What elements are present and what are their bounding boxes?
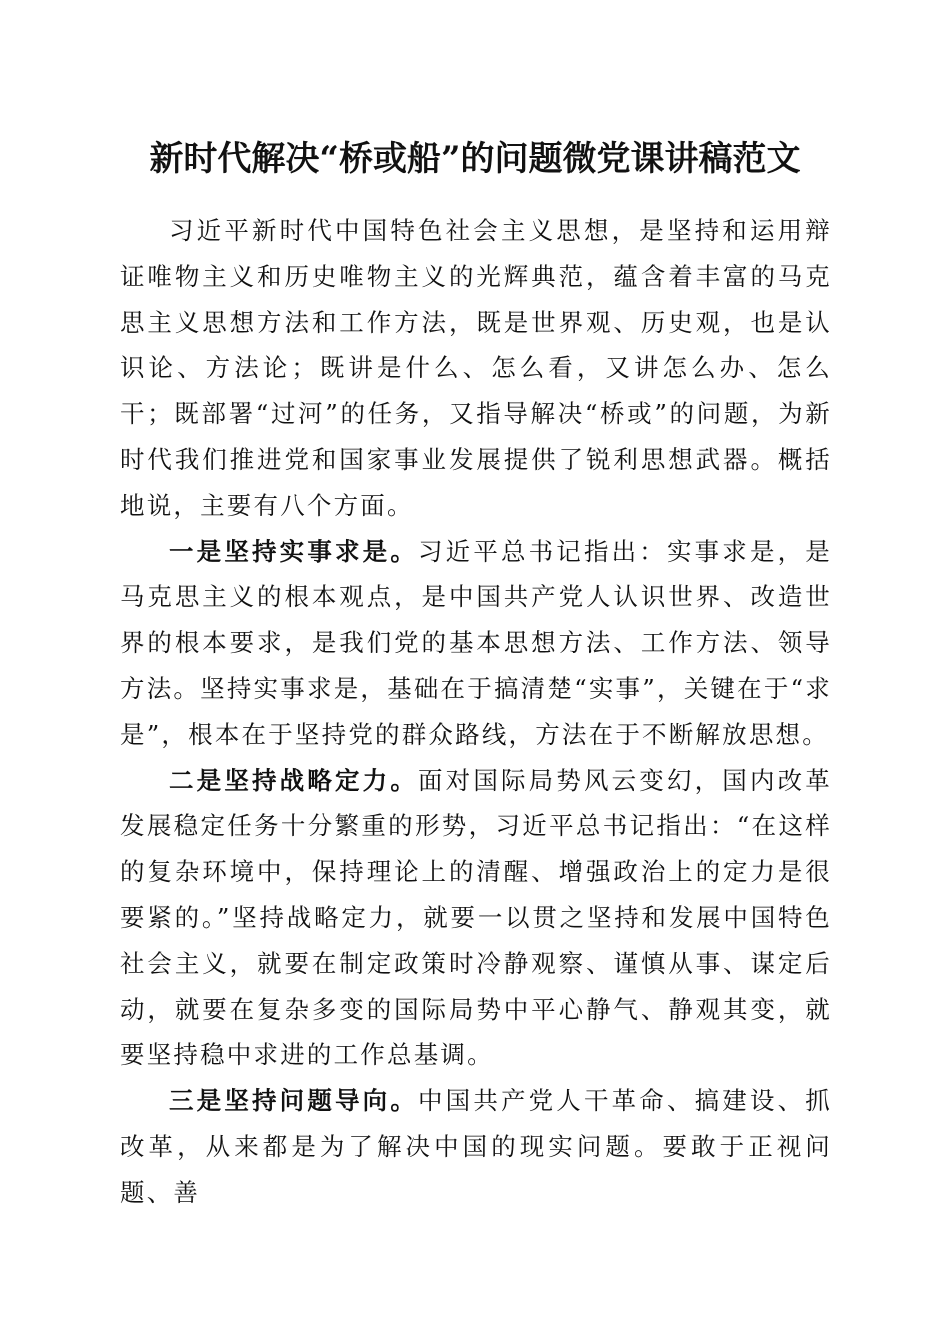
section-lead: 一是坚持实事求是。 <box>169 536 418 566</box>
section-lead: 三是坚持问题导向。 <box>169 1086 418 1116</box>
section-lead: 二是坚持战略定力。 <box>169 765 418 795</box>
intro-paragraph: 习近平新时代中国特色社会主义思想，是坚持和运用辩证唯物主义和历史唯物主义的光辉典范，蕴含着丰富的马克思主义思想方法和工作方法，既是世界观、历史观，也是认识论、方法论；既讲是什么、怎么看，又讲怎么办、怎么干；既部署“过河”的任务，又指导解决“桥或”的问题，为新时代我们推进党和国家事业发展提供了锐利思想武器。概括地说，主要有八个方面。 <box>120 216 832 520</box>
document-body <box>120 208 832 1216</box>
section-text: 习近平总书记指出：实事求是，是马克思主义的根本观点，是中国共产党人认识世界、改造世界的根本要求，是我们党的基本思想方法、工作方法、领导方法。坚持实事求是，基础在于搞清楚“实事”，关键在于“求是”，根本在于坚持党的群众路线，方法在于不断解放思想。 <box>120 536 832 749</box>
section-paragraph-1 <box>120 529 832 758</box>
section-text: 面对国际局势风云变幻，国内改革发展稳定任务十分繁重的形势，习近平总书记指出：“在这样的复杂环境中，保持理论上的清醒、增强政治上的定力是很要紧的。”坚持战略定力，就要一以贯之坚持和发展中国特色社会主义，就要在制定政策时冷静观察、谨慎从事、谋定后动，就要在复杂多变的国际局势中平心静气、静观其变，就要坚持稳中求进的工作总基调。 <box>120 765 832 1070</box>
section-paragraph-3 <box>120 1078 832 1215</box>
section-paragraph-2 <box>120 758 832 1079</box>
document-title: 新时代解决“桥或船”的问题微党课讲稿范文 <box>149 139 801 179</box>
section-text: 中国共产党人干革命、搞建设、抓改革，从来都是为了解决中国的现实问题。要敢于正视问题、善 <box>120 1086 832 1207</box>
